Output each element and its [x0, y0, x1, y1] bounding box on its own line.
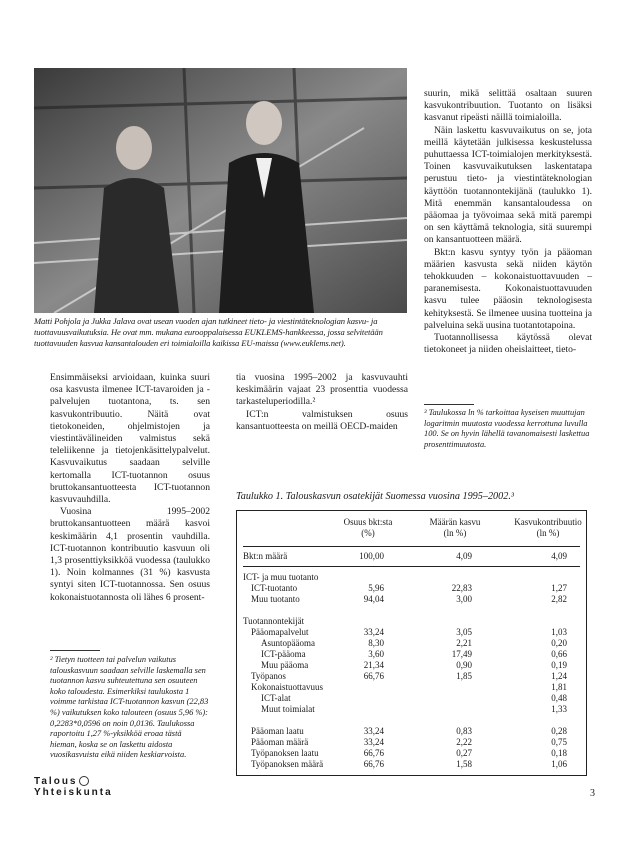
paragraph: Tuotannollisessa käytössä olevat tietokoneet ja niiden oheislaitteet, tieto-	[424, 332, 592, 356]
data-table	[236, 510, 587, 776]
table-row	[237, 649, 586, 660]
photo-caption: Matti Pohjola ja Jukka Jalava ovat usean vuoden ajan tutkineet tieto- ja viestintäteknologian kasvu- ja tuottavuusvaikutuksia. He ovat mm. mukana eurooppalaisessa EUKLEMS-hankkeessa, jossa selvitetään tuottavuuden kasvua kansantalouden eri toimialoilla kaikissa EU-maissa (www.euklems.net).	[34, 316, 383, 349]
cell-value: 100,00	[359, 551, 384, 561]
magazine-logo	[34, 776, 113, 798]
row-label: Kokonaistuottavuus	[251, 682, 323, 692]
paragraph: Bkt:n kasvu syntyy työn ja pääoman määrien kasvusta sekä niiden käytön tehokkuuden – kokonaistuottavuuden – paranemisesta. Kokonaistuottavuuden kasvu tulee pääosin teknologisesta kehityksestä. Se ilmenee uusina tuotteina ja palveluina sekä uusina tuotantotapoina.	[424, 246, 592, 331]
table-row	[237, 759, 586, 770]
cell-value: 1,85	[456, 671, 472, 681]
cell-value: 3,00	[456, 594, 472, 604]
row-label: Muu pääoma	[261, 660, 309, 670]
cell-value: 0,48	[551, 693, 567, 703]
table-row	[237, 726, 586, 737]
cell-value: 66,76	[363, 748, 384, 758]
paragraph: Vuosina 1995–2002 bruttokansantuotteen määrä kasvoi keskimäärin 4,1 prosentin vauhdilla. ICT-tuotannon kontribuutio kasvuun oli 1,3 prosenttiyksikköä vuodessa (taulukko 1). Noin kolmannes (31 %) kasvusta syntyi siten ICT-tuotannossa. Sen osuus kokonaistuotannosta oli lähes 6 prosent-	[50, 506, 210, 603]
cell-value: 66,76	[363, 759, 384, 769]
table-row	[237, 627, 586, 638]
paragraph: ICT:n valmistuksen osuus kansantuotteesta on meillä OECD-maiden	[236, 408, 408, 432]
right-column	[424, 88, 592, 356]
row-label: Pääoman laatu	[251, 726, 304, 736]
cell-value: 4,09	[456, 551, 472, 561]
cell-value: 94,04	[363, 594, 384, 604]
col-header-label: Kasvukontribuutio	[514, 517, 582, 527]
table-row	[237, 616, 586, 627]
table-row	[237, 693, 586, 704]
cell-value: 0,75	[551, 737, 567, 747]
cell-value: 0,66	[551, 649, 567, 659]
photo-image	[34, 68, 407, 313]
photo-researchers	[34, 68, 407, 313]
table-row	[237, 748, 586, 759]
table-row	[237, 594, 586, 605]
table-row	[237, 704, 586, 715]
col-header-growth	[415, 517, 495, 539]
col-header-share	[333, 517, 403, 539]
cell-value: 1,06	[551, 759, 567, 769]
cell-value: 2,82	[551, 594, 567, 604]
footnote-3: ³ Taulukossa ln % tarkoittaa kyseisen muuttujan logaritmin muutosta vuodessa kerrottuna luvulla 100. Se on hyvin lähellä tavanomaisesti laskettua prosenttimuutosta.	[424, 408, 590, 449]
logo-ring-icon	[79, 776, 89, 786]
col-header-label: Osuus bkt:sta	[343, 517, 393, 527]
cell-value: 1,27	[551, 583, 567, 593]
cell-value: 0,27	[456, 748, 472, 758]
cell-value: 22,83	[451, 583, 472, 593]
cell-value: 33,24	[363, 737, 384, 747]
logo-line-2: Yhteiskunta	[34, 787, 113, 798]
table-row	[237, 671, 586, 682]
cell-value: 1,03	[551, 627, 567, 637]
table-row	[237, 638, 586, 649]
cell-value: 1,24	[551, 671, 567, 681]
row-label: Pääomapalvelut	[251, 627, 309, 637]
row-label: Työpanoksen määrä	[251, 759, 324, 769]
table-row	[237, 660, 586, 671]
cell-value: 4,09	[551, 551, 567, 561]
cell-value: 33,24	[363, 627, 384, 637]
row-label: Työpanos	[251, 671, 286, 681]
table-row	[237, 583, 586, 594]
table-header-rule	[243, 546, 580, 547]
col-header-unit: (ln %)	[536, 528, 560, 538]
cell-value: 0,19	[551, 660, 567, 670]
cell-value: 1,81	[551, 682, 567, 692]
row-label: ICT- ja muu tuotanto	[243, 572, 319, 582]
table-row	[237, 551, 586, 562]
row-label: Työpanoksen laatu	[251, 748, 319, 758]
cell-value: 2,22	[456, 737, 472, 747]
row-label: ICT-pääoma	[261, 649, 306, 659]
cell-value: 3,05	[456, 627, 472, 637]
row-label: ICT-alat	[261, 693, 291, 703]
page-number: 3	[590, 788, 595, 799]
cell-value: 5,96	[368, 583, 384, 593]
cell-value: 8,30	[368, 638, 384, 648]
footnote-divider	[50, 650, 100, 651]
cell-value: 0,28	[551, 726, 567, 736]
cell-value: 1,33	[551, 704, 567, 714]
footnote-divider	[424, 404, 474, 405]
row-label: Muu tuotanto	[251, 594, 300, 604]
logo-line-1: Talous	[34, 776, 78, 787]
table-row	[237, 572, 586, 583]
cell-value: 33,24	[363, 726, 384, 736]
left-column	[50, 372, 210, 604]
row-label: Bkt:n määrä	[243, 551, 288, 561]
cell-value: 0,20	[551, 638, 567, 648]
col-header-unit: (%)	[361, 528, 375, 538]
col-header-label: Määrän kasvu	[429, 517, 481, 527]
cell-value: 17,49	[451, 649, 472, 659]
paragraph: tia vuosina 1995–2002 ja kasvuvauhti keskimäärin vajaat 23 prosenttia vuodessa tarkasteluperiodilla.²	[236, 372, 408, 408]
table-row	[237, 682, 586, 693]
table-title: Taulukko 1. Talouskasvun osatekijät Suomessa vuosina 1995–2002.³	[236, 491, 514, 502]
paragraph: suurin, mikä selittää osaltaan suuren kasvukontribuution. Tuotanto on lisäksi kasvanut ripeästi näillä toimialoilla.	[424, 88, 592, 124]
row-label: Muut toimialat	[261, 704, 315, 714]
cell-value: 66,76	[363, 671, 384, 681]
cell-value: 2,21	[456, 638, 472, 648]
table-row	[237, 737, 586, 748]
cell-value: 21,34	[363, 660, 384, 670]
table-rule	[243, 566, 580, 567]
cell-value: 0,83	[456, 726, 472, 736]
col-header-contribution	[505, 517, 591, 539]
cell-value: 0,18	[551, 748, 567, 758]
col-header-unit: (ln %)	[443, 528, 467, 538]
cell-value: 0,90	[456, 660, 472, 670]
row-label: Tuotannontekijät	[243, 616, 305, 626]
row-label: ICT-tuotanto	[251, 583, 298, 593]
footnote-2: ² Tietyn tuotteen tai palvelun vaikutus talouskasvuun saadaan selville laskemalla sen tuotannon kasvu suhteutettuna sen osuuteen koko taloudesta. Esimerkiksi taulukosta 1 voimme tarkistaa ICT-tuotannon kasvun (22,83 %) vaikutuksen koko talouteen (osuus 5,96 %): 0,2283*0,0596 on noin 0,0136. Taulukossa raportoitu 1,27 %-yksikköä eroaa tästä hieman, koska se on laskettu aidosta vuosikasvuista eikä niiden keskiarvoista.	[50, 655, 209, 760]
cell-value: 1,58	[456, 759, 472, 769]
paragraph: Näin laskettu kasvuvaikutus on se, jota meillä käytetään julkisessa keskustelussa puhuttaessa ICT-toimialojen merkityksestä. Toinen kasvuvaikutuksen laskentatapa perustuu tieto- ja viestintäteknologian käyttöön tuotannontekijänä (taulukko 1). Mitä enemmän kansantaloudessa on pääomaa ja työvoimaa sekä mitä parempi on sen käyttämä teknologia, sitä suurempi on kansantuotteen määrä.	[424, 124, 592, 246]
paragraph: Ensimmäiseksi arvioidaan, kuinka suuri osa kasvusta ilmenee ICT-tavaroiden ja -palvelujen tuotantona, ts. sen kasvukontribuutio. Näitä ovat tietokoneiden, ohjelmistojen ja viestintävälineiden valmistus sekä teleliikenne ja tietojenkäsittelypalvelut. Kasvuvaikutus saadaan selville kertomalla ICT-tuotannon osuus bruttokansantuotteesta ICT-tuotannon kasvuvauhdilla.	[50, 372, 210, 506]
row-label: Asuntopääoma	[261, 638, 315, 648]
row-label: Pääoman määrä	[251, 737, 309, 747]
cell-value: 3,60	[368, 649, 384, 659]
middle-column	[236, 372, 408, 433]
